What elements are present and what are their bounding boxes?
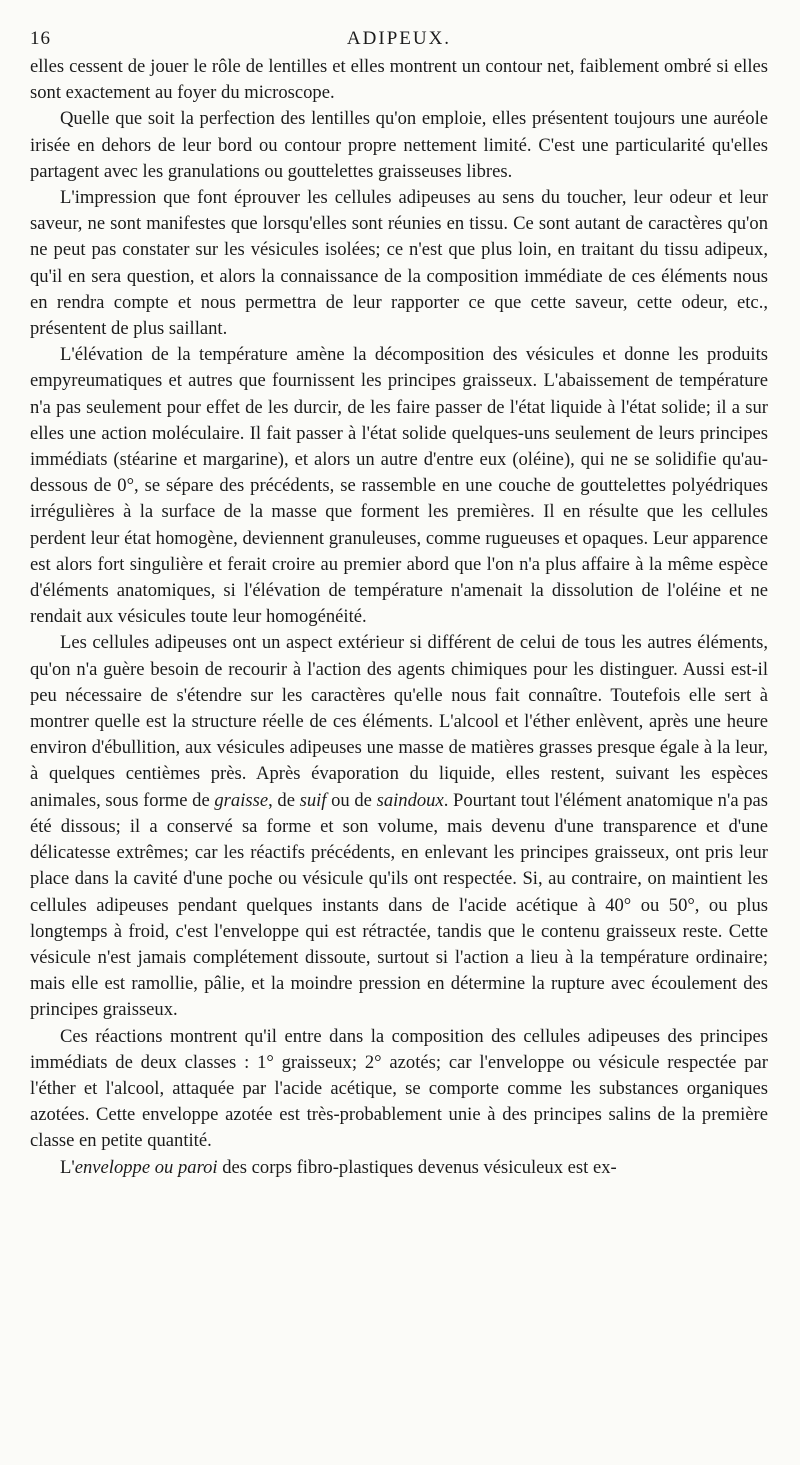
running-title: ADIPEUX.: [346, 28, 452, 49]
italic-term: enveloppe ou paroi: [74, 1156, 218, 1178]
paragraph: [30, 1155, 768, 1181]
page-header: [30, 28, 768, 54]
text-run: L'élévation de la température amène la décomposition des vésicules et donne les produits empyreumatiques et autres que fournissent les principes graisseux. L'abaissement de température n'a pas seulement pour effet de les durcir, de les faire passer de l'état liquide à l'état solide; il a sur elles une action moléculaire. Il fait passer à l'état solide quelques-uns seulement de leurs principes immédiats (stéarine et margarine), et alors un autre d'entre eux (oléine), qui ne se solidifie qu'au-dessous de 0°, se sépare des précédents, se rassemble en une couche de gouttelettes polyédriques irrégulières à la surface de la masse que forment les premières. Il en résulte que les cellules perdent leur état homogène, deviennent granuleuses, comme rugueuses et opaques. Leur apparence est alors fort singulière et ferait croire au premier abord que l'on n'a plus affaire à la même espèce d'éléments anatomiques, si l'élévation de température n'amenait la dissolution de l'oléine et ne rendait aux vésicules toute leur homogénéité.: [30, 344, 768, 628]
paragraph: [30, 106, 768, 185]
italic-term: graisse: [214, 789, 269, 811]
page-number: 16: [30, 28, 51, 49]
text-run: . Pourtant tout l'élément anatomique n'a pas été dissous; il a conservé sa forme et son volume, mais devenu d'une transparence et d'une délicatesse extrêmes; car les réactifs précédents, en enlevant les principes graisseux, ont pris leur place dans la cavité d'une poche ou vésicule qu'ils ont respectée. Si, au contraire, on maintient les cellules adipeuses pendant quelques instants dans de l'acide acétique à 40° ou 50°, ou plus longtemps à froid, c'est l'enveloppe qui est rétractée, tandis que le contenu graisseux reste. Cette vésicule n'est jamais complétement dissoute, surtout si l'action a lieu à la température ordinaire; mais elle est ramollie, pâlie, et la moindre pression en détermine la rupture avec écoulement des principes graisseux.: [30, 789, 769, 1021]
text-run: elles cessent de jouer le rôle de lentilles et elles montrent un contour net, faiblement ombré si elles sont exactement au foyer du microscope.: [30, 56, 768, 104]
book-page: [30, 28, 768, 1181]
paragraph: [30, 54, 768, 106]
paragraph: [30, 630, 768, 1023]
paragraph: [30, 1024, 768, 1155]
text-run: Quelle que soit la perfection des lentilles qu'on emploie, elles présentent toujours une auréole irisée en dehors de leur bord ou contour propre nettement limité. C'est une particularité qu'elles partagent avec les granulations ou gouttelettes graisseuses libres.: [30, 108, 768, 182]
text-run: des corps fibro-plastiques devenus vésiculeux est ex-: [217, 1156, 617, 1178]
paragraph: [30, 185, 768, 342]
italic-term: suif: [299, 789, 327, 811]
italic-term: saindoux: [376, 789, 444, 811]
text-run: Ces réactions montrent qu'il entre dans la composition des cellules adipeuses des principes immédiats de deux classes : 1° graisseux; 2° azotés; car l'enveloppe ou vésicule respectée par l'éther et l'alcool, attaquée par l'acide acétique, se comporte comme les substances organiques azotées. Cette enveloppe azotée est très-probablement unie à des principes salins de la première classe en petite quantité.: [30, 1025, 768, 1152]
text-run: Les cellules adipeuses ont un aspect extérieur si différent de celui de tous les autres éléments, qu'on n'a guère besoin de recourir à l'action des agents chimiques pour les distinguer. Aussi est-il peu nécessaire de s'étendre sur les caractères qu'elle nous fait connaître. Toutefois elle sert à montrer quelle est la structure réelle de ces éléments. L'alcool et l'éther enlèvent, après une heure environ d'ébullition, aux vésicules adipeuses une masse de matières grasses presque égale à la leur, à quelques centièmes près. Après évaporation du liquide, elles restent, suivant les espèces animales, sous forme de: [30, 632, 768, 811]
body-text: [30, 54, 768, 1181]
text-run: , de: [268, 789, 300, 811]
text-run: ou de: [326, 789, 377, 811]
paragraph: [30, 342, 768, 630]
text-run: L'impression que font éprouver les cellules adipeuses au sens du toucher, leur odeur et leur saveur, ne sont manifestes que lorsqu'elles sont réunies en tissu. Ce sont autant de caractères qu'on ne peut pas constater sur les vésicules isolées; ce n'est que plus loin, en traitant du tissu adipeux, qu'il en sera question, et alors la connaissance de la composition immédiate de ces éléments nous en rendra compte et nous permettra de leur rapporter ce que cette saveur, cette odeur, etc., présentent de plus saillant.: [30, 187, 768, 340]
text-run: L': [60, 1156, 75, 1178]
